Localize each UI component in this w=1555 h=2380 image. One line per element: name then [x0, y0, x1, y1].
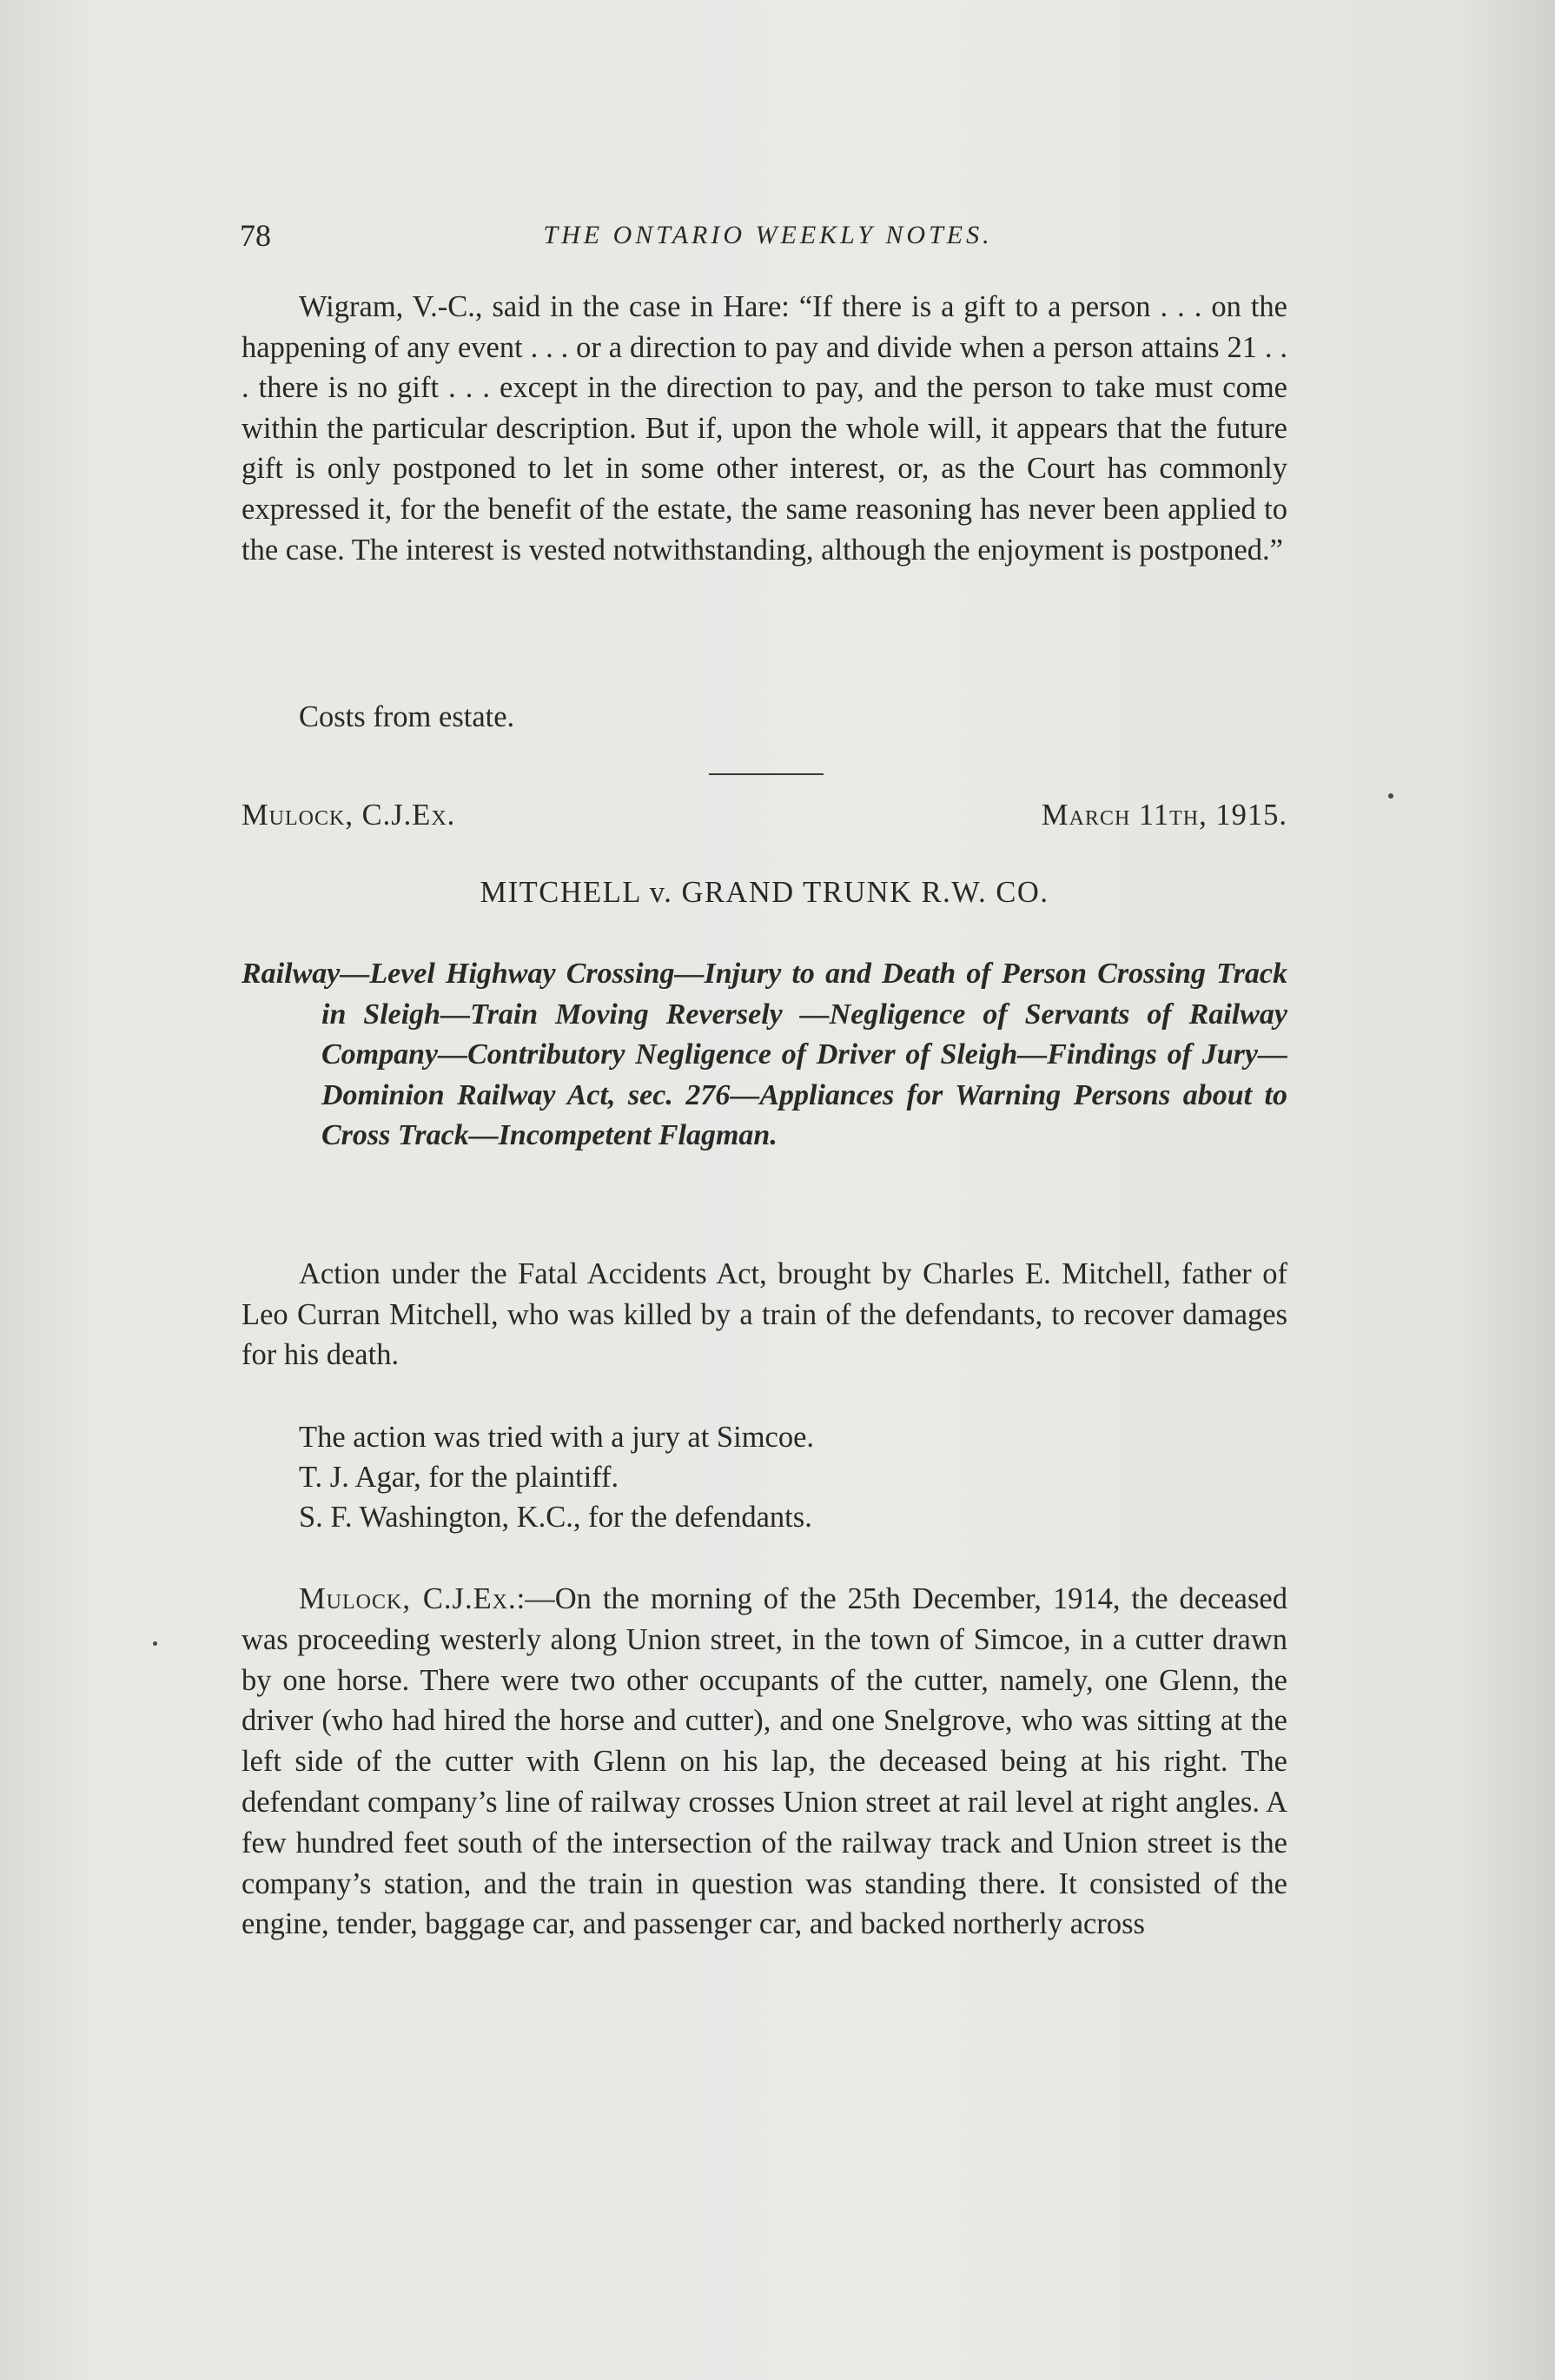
plaintiff-counsel-line: T. J. Agar, for the plaintiff. — [299, 1461, 619, 1494]
headnote: Railway—Level Highway Crossing—Injury to and Death of Person Crossing Track in Sleigh—Train Moving Reversely —Negligence of Servants of Railway Company—Contributory Negligence of Driver of Sleigh—Findings of Jury— Dominion Railway Act, sec. 276—Appliances for Warning Persons about to Cross Track—Incompetent Flagman. — [242, 958, 1287, 1151]
ink-speck — [153, 1641, 157, 1646]
judgment-judge-name: Mulock, C.J.Ex. — [299, 1582, 517, 1615]
page-header — [240, 217, 1296, 255]
judge-date-line — [242, 795, 1287, 835]
defendant-counsel-line: S. F. Washington, K.C., for the defendants. — [299, 1501, 812, 1534]
ink-speck — [1388, 793, 1393, 799]
quoted-judgment-paragraph: Wigram, V.-C., said in the case in Hare: “If there is a gift to a person . . . on the happening of any event . . . or a direction to pay and divide when a person attains 21 . . . there is no gift . . . except in the direction to pay, and the person to take must come within the particular description. But if, upon the whole will, it appears that the future gift is only postponed to let in some other interest, or, as the Court has commonly expressed it, for the benefit of the estate, the same reasoning has never been applied to the case. The interest is vested notwithstanding, although the enjoyment is postponed.” — [242, 290, 1287, 567]
case-title: MITCHELL v. GRAND TRUNK R.W. CO. — [480, 876, 1049, 909]
section-divider — [709, 773, 824, 775]
page-number: 78 — [240, 218, 271, 253]
action-paragraph: Action under the Fatal Accidents Act, brought by Charles E. Mitchell, father of Leo Curran Mitchell, who was killed by a train of the defendants, to recover damages for his death. — [242, 1257, 1287, 1372]
judgment-paragraph — [242, 1579, 1287, 1945]
judgment-separator: :— — [516, 1582, 555, 1615]
decision-date: March 11th, 1915. — [1041, 799, 1287, 832]
judgment-text: On the morning of the 25th December, 1914, the deceased was proceeding westerly along Union street, in the town of Simcoe, in a cutter drawn by one horse. There were two other occupants of the cutter, namely, one Glenn, the driver (who had hired the horse and cutter), and one Snelgrove, who was sitting at the left side of the cutter with Glenn on his lap, the deceased being at his right. The defendant company’s line of railway crosses Union street at rail level at right angles. A few hundred feet south of the intersection of the railway track and Union street is the company’s station, and the train in question was standing there. It consisted of the engine, tender, baggage car, and passenger car, and backed northerly across — [242, 1582, 1287, 1941]
costs-line: Costs from estate. — [299, 700, 515, 733]
running-title: THE ONTARIO WEEKLY NOTES. — [543, 221, 993, 249]
judge-name: Mulock, C.J.Ex. — [242, 799, 456, 832]
trial-details — [299, 1417, 814, 1537]
trial-venue-line: The action was tried with a jury at Simcoe. — [299, 1421, 815, 1454]
